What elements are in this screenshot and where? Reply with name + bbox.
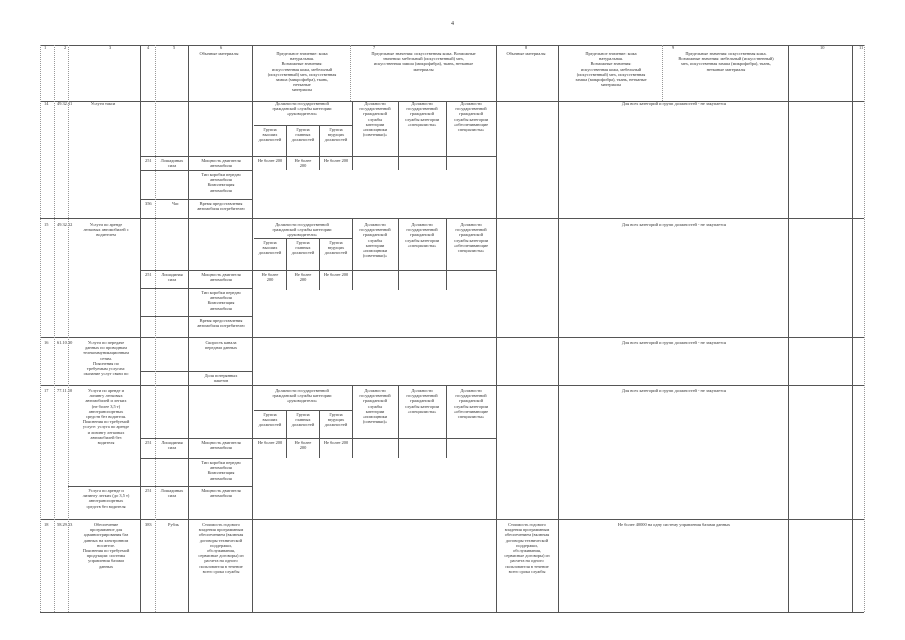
row-14-number: 14 [44, 101, 49, 106]
row-14-cat-sep-2 [398, 101, 399, 170]
row-16-top-border [40, 337, 864, 338]
row-17-max-2: Не более 200 [294, 440, 312, 451]
row-18-cost-value: Не более 40000 на одну систему управления базами данных [617, 522, 731, 527]
row-14-group-main: Группа главных должностей [291, 127, 315, 143]
row-14-group-divider [254, 125, 352, 126]
row-17-advisers: Должности государственной гражданской службы категории «помощники (советники)» [359, 388, 391, 425]
row-17-specialists: Должности государственной гражданской службы категории «специалисты» [404, 388, 440, 414]
row-17-group-sep-2 [319, 410, 320, 458]
row-14-max-1: Не более 200 [257, 158, 283, 163]
row-17-top-border [40, 385, 864, 386]
row-18-code: 58.29.13 [57, 522, 73, 527]
row-14-code: 49.32.11 [57, 101, 73, 106]
row-17-okei: 251 [145, 440, 152, 445]
row-15-value-divider [140, 270, 496, 271]
row-17-body-divider [68, 486, 252, 487]
col-num-9: 9 [672, 45, 675, 50]
row-17-support: Должности государственной гражданской службы категории «обеспечивающие специалисты» [453, 388, 489, 420]
row-15-body-type: Тип коробки передач автомобиля Комплектация автомобиля [201, 290, 241, 311]
table-bottom-border [40, 612, 864, 613]
row-14-okei: 251 [145, 158, 152, 163]
row-14-group-sep-1 [286, 125, 287, 170]
row-15-cat-sep-1 [352, 218, 353, 290]
col-7-mid-edge [350, 45, 351, 101]
header-limit-artificial-2: Предельные значения: искусственная кожа. Возможные значения: мебельный (искусственный) мех, искусственная замша (микрофибра), ткань, нетканые материалы [678, 51, 774, 72]
row-14-top-border [40, 101, 864, 102]
row-15-not-purchased: Для всех категорий и групп должностей - не закупается [621, 222, 727, 227]
row-15-number: 15 [44, 222, 49, 227]
row-14-cat-sep-1 [352, 101, 353, 170]
row-17-cat-sep-2 [398, 385, 399, 458]
col-num-8: 8 [525, 45, 528, 50]
col-3-left-edge [68, 45, 69, 612]
row-16-speed: Скорость канала передачи данных [204, 340, 238, 351]
row-17-leaders: Должности государственной гражданской службы категории «руководители» [272, 388, 332, 404]
row-15-unit-hp: Лошадиная сила [161, 272, 183, 283]
row-15-group-higher: Группа высших должностей [258, 240, 282, 256]
col-7-left-border [252, 45, 253, 612]
row-18-unit-rub: Рубль [168, 522, 179, 527]
col-num-11: 11 [859, 45, 864, 50]
row-17-code: 77.11.10 [57, 388, 73, 393]
row-15-okei: 251 [145, 272, 152, 277]
row-15-max-2: Не более 200 [294, 272, 312, 283]
row-14-max-2: Не более 200 [294, 158, 312, 169]
row-14-rent-time: Время предоставления автомобиля потребителю [197, 201, 245, 212]
row-16-not-purchased: Для всех категорий и групп должностей - не закупается [621, 340, 727, 345]
row-15-specialists: Должности государственной гражданской службы категории «специалисты» [404, 222, 440, 248]
row-15-max-3: Не более 200 [323, 272, 349, 277]
row-17-cat-sep-1 [352, 385, 353, 458]
row-17-group-divider [254, 410, 352, 411]
row-14-body-type: Тип коробки передач автомобиля Комплектация автомобиля [201, 172, 241, 193]
col-9-mid-edge [662, 45, 663, 101]
row-14-group-higher: Группа высших должностей [258, 127, 282, 143]
row-18-okei: 383 [145, 522, 152, 527]
row-17-number: 17 [44, 388, 49, 393]
row-14-cat-sep-3 [446, 101, 447, 170]
row-14-body-divider [140, 199, 252, 200]
row-15-engine-power: Мощность двигателя автомобиля [201, 272, 241, 283]
row-16-name: Услуги по передаче данных по проводным телекоммуникационным сетям. Пояснения по требуемым услугам: оказание услуг связи по [83, 340, 129, 377]
row-17-body-type: Тип коробки передач автомобиля Комплектация автомобиля [201, 460, 241, 481]
row-15-max-1: Не более 200 [261, 272, 279, 283]
row-15-group-sep-2 [319, 238, 320, 290]
col-num-2: 2 [64, 45, 67, 50]
row-18-cost-2: Стоимость годового владения программным обеспечением (включая договоры технической поддержки, обслуживания, сервисные договоры) из расчета на одного пользователя в течение всего срока службы [504, 522, 550, 574]
table-right-edge [864, 45, 865, 612]
col-11-left-border [852, 45, 853, 612]
row-15-group-divider [254, 238, 352, 239]
row-15-advisers: Должности государственной гражданской службы категории «помощники (советники)» [359, 222, 391, 259]
header-limit-artificial: Предельные значения: искусственная кожа. Возможные значения: мебельный (искусственный) мех, искусственная замша (микрофибра), ткань, нетканые материалы [371, 51, 476, 72]
row-15-body-divider [140, 316, 252, 317]
row-14-power-divider [140, 170, 252, 171]
row-17-value-divider [140, 438, 496, 439]
row-17-unit-hp-2: Лошадиных сила [160, 488, 184, 499]
col-2-left-edge [54, 45, 55, 612]
row-14-support: Должности государственной гражданской службы категории «обеспечивающие специалисты» [453, 101, 489, 133]
row-14-unit-hour: Час [172, 201, 179, 206]
header-limit-leather-2: Предельное значение: кожа натуральная. Возможные значения: искусственная кожа, мебельный (искусственный) мех, искусственная замша (микрофибра), ткань, нетканые материалы [575, 51, 647, 88]
header-limit-leather: Предельное значение: кожа натуральная. Возможные значения: искусственная кожа, мебельный (искусственный) мех, искусственная замша (микрофибра), ткань, нетканые материалы [267, 51, 337, 93]
col-4-left-border [140, 45, 141, 612]
row-17-max-1: Не более 200 [257, 440, 283, 445]
col-num-7: 7 [373, 45, 376, 50]
row-17-cat-sep-3 [446, 385, 447, 458]
row-15-cat-sep-2 [398, 218, 399, 290]
row-17-engine-power: Мощность двигателя автомобиля [201, 440, 241, 451]
row-17-engine-power-2: Мощность двигателя автомобиля [201, 488, 241, 499]
row-16-number: 16 [44, 340, 49, 345]
col-num-3: 3 [109, 45, 112, 50]
row-15-cat-sep-3 [446, 218, 447, 290]
row-14-okei-2: 356 [145, 201, 152, 206]
col-8-left-border [496, 45, 497, 612]
row-17-max-3: Не более 200 [323, 440, 349, 445]
row-17-group-leading: Группа ведущих должностей [324, 412, 348, 428]
col-num-1: 1 [44, 45, 47, 50]
row-14-advisers: Должности государственной гражданской службы категории «помощники (советники)» [359, 101, 391, 138]
row-14-engine-power: Мощность двигателя автомобиля [201, 158, 241, 169]
row-17-not-purchased: Для всех категорий и групп должностей - не закупается [621, 388, 727, 393]
row-17-okei-2: 251 [145, 488, 152, 493]
row-15-group-sep-1 [286, 238, 287, 290]
row-17-unit-hp: Лошадиная сила [161, 440, 183, 451]
col-num-5: 5 [173, 45, 176, 50]
col-num-10: 10 [820, 45, 825, 50]
row-15-group-leading: Группа ведущих должностей [324, 240, 348, 256]
row-15-power-divider [140, 288, 252, 289]
row-15-code: 49.32.12 [57, 222, 73, 227]
row-17-power-divider [140, 458, 252, 459]
col-9-left-border [558, 45, 559, 612]
row-14-max-3: Не более 200 [323, 158, 349, 163]
header-ordinary-materials-2: Обычные материалы [506, 51, 546, 56]
row-17-group-higher: Группа высших должностей [258, 412, 282, 428]
row-14-name: Услуги такси [90, 101, 116, 106]
col-5-left-edge [155, 45, 156, 612]
row-14-group-leading: Группа ведущих должностей [324, 127, 348, 143]
page-number: 4 [451, 21, 454, 27]
row-15-rent-time: Время предоставления автомобиля потребителю [197, 318, 245, 329]
row-14-value-divider [140, 156, 496, 157]
col-6-left-border [188, 45, 189, 612]
row-16-speed-divider [140, 371, 252, 372]
row-18-cost: Стоимость годового владения программным обеспечением (включая договоры технической поддержки, обслуживания, сервисные договоры) из расчета на одного пользователя в течение всего срока службы [198, 522, 244, 574]
row-17-group-sep-1 [286, 410, 287, 458]
row-14-specialists: Должности государственной гражданской службы категории «специалисты» [404, 101, 440, 127]
row-15-name: Услуги по аренде легковых автомобилей с водителем [83, 222, 129, 238]
row-17-group-main: Группа главных должностей [291, 412, 315, 428]
header-ordinary-materials: Обычные материалы [199, 51, 239, 56]
row-14-leaders: Должности государственной гражданской службы категории «руководители» [272, 101, 332, 117]
col-num-4: 4 [147, 45, 150, 50]
row-15-support: Должности государственной гражданской службы категории «обеспечивающие специалисты» [453, 222, 489, 254]
row-15-leaders: Должности государственной гражданской службы категории «руководители» [272, 222, 332, 238]
row-14-unit-hp: Лошадиных сила [160, 158, 184, 169]
row-15-group-main: Группа главных должностей [291, 240, 315, 256]
table-top-border [40, 45, 864, 46]
row-14-group-sep-2 [319, 125, 320, 170]
row-14-not-purchased: Для всех категорий и групп должностей - не закупается [621, 101, 727, 106]
row-17-name-light: Услуга по аренде и лизингу легких (до 3,5 т) автотранспортных средств без водителя [82, 488, 130, 509]
row-17-name: Услуги по аренде и лизингу легковых автомобилей и легких (не более 3,5 т) автотранспортных средств без водителя. Пояснения по требуемой услуге: услуга по аренде и лизингу легковых автомобилей без водителя [82, 388, 130, 446]
row-18-top-border [40, 519, 864, 520]
table-left-edge [40, 45, 41, 612]
row-16-code: 61.10.30 [57, 340, 73, 345]
row-18-name: Обеспечение программное для администрирования баз данных на электронном носителе. Пояснения по требуемой продукции: системы управления базами данных [82, 522, 130, 569]
row-16-lost-packets: Доля потерянных пакетов [204, 373, 238, 384]
col-10-left-border [788, 45, 789, 612]
col-num-6: 6 [220, 45, 223, 50]
row-15-top-border [40, 218, 864, 219]
row-18-number: 18 [44, 522, 49, 527]
